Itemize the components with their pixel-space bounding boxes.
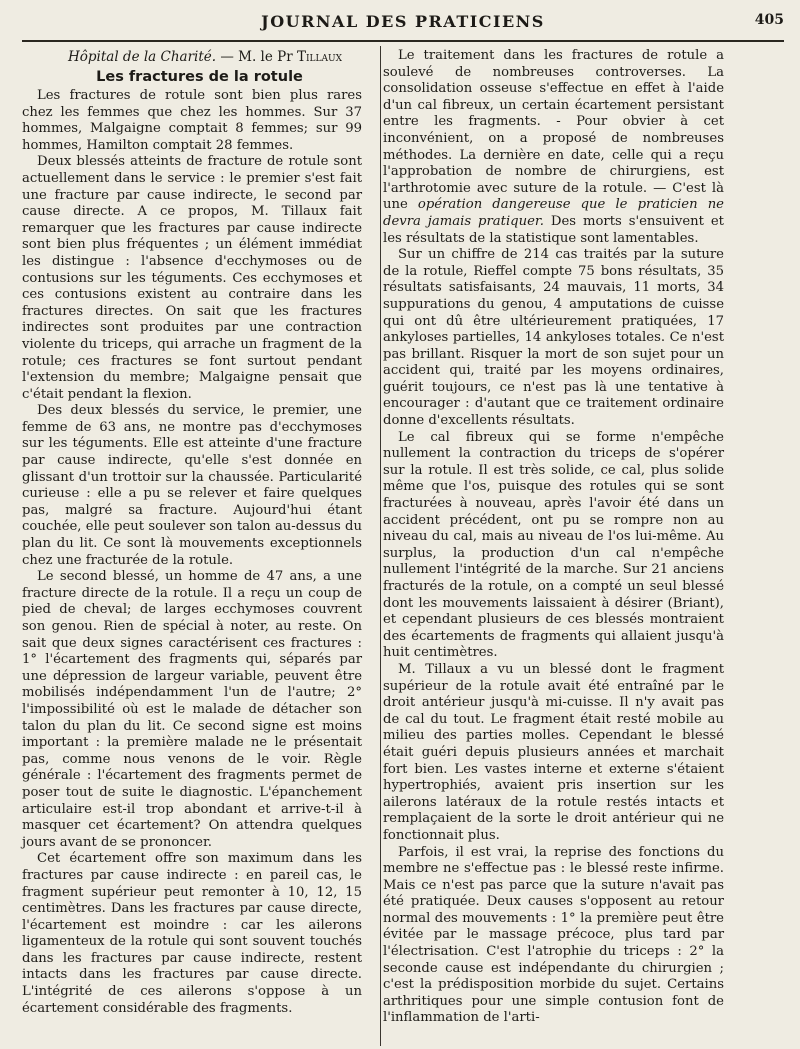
byline-separator: — M. le Pr xyxy=(216,49,297,65)
paragraph xyxy=(383,48,724,247)
byline-name: Tillaux xyxy=(296,49,342,65)
paragraph: Les fractures de rotule sont bien plus rares chez les femmes que chez les hommes. Sur 37 hommes, Malgaigne comptait 8 femmes; sur 99 hommes, Hamilton comptait 28 femmes. xyxy=(22,88,362,153)
right-column xyxy=(383,48,724,1027)
column-divider xyxy=(380,46,381,1046)
page-number: 405 xyxy=(754,12,784,28)
paragraph-text: Des morts s'ensuivent et les résultats de la statistique sont lamentables. xyxy=(383,213,724,246)
article-byline xyxy=(22,48,362,66)
paragraph: Deux blessés atteints de fracture de rotule sont actuellement dans le service : le premier s'est fait une fracture par cause indirecte, le second par cause directe. A ce propos, M. Tillaux fait remarquer que les fractures par cause indirecte sont bien plus fréquentes ; un élément immédiat les distingue : l'absence d'ecchymoses ou de contusions sur les téguments. Ces ecchymoses et ces contusions existent au contraire dans les fractures directes. On sait que les fractures indirectes sont produites par une contraction violente du triceps, qui arrache un fragment de la rotule; ces fractures se font surtout pendant l'extension du membre; Malgaigne pensait que c'était pendant la flexion. xyxy=(22,154,362,402)
article-title: Les fractures de la rotule xyxy=(96,69,303,85)
byline-place: Hôpital de la Charité. xyxy=(67,49,217,65)
emphasis-text: opération dangereuse que le praticien ne devra jamais pratiquer. xyxy=(383,197,724,229)
paragraph: Le cal fibreux qui se forme n'empêche nullement la contraction du triceps de s'opérer sur la rotule. Il est très solide, ce cal, plus solide même que l'os, puisque des rotules qui se sont fracturées à nouveau, après l'avoir été dans un accident précédent, ont pu se rompre non au niveau du cal, mais au niveau de l'os lui-même. Au surplus, la production d'un cal n'empêche nullement l'intégrité de la marche. Sur 21 anciens fracturés de la rotule, on a compté un seul blessé dont les mouvements laissaient à désirer (Briant), et cependant plusieurs de ces blessés montraient des écartements de fragments qui allaient jusqu'à huit centimètres. xyxy=(383,429,724,661)
paragraph-text: Le traitement dans les fractures de rotule a soulevé de nombreuses controverses. La consolidation osseuse s'effectue en effet à l'aide d'un cal fibreux, un certain écartement persistant entre les fragments. - Pour obvier à cet inconvénient, on a proposé de nombreuses méthodes. La dernière en date, celle qui a reçu l'approbation de nombre de chirurgiens, est l'arthrotomie avec suture de la rotule. — C'est là une xyxy=(383,48,724,213)
journal-title: JOURNAL DES PRATICIENS xyxy=(261,12,545,31)
paragraph: Des deux blessés du service, le premier, une femme de 63 ans, ne montre pas d'ecchymoses sur les téguments. Elle est atteinte d'une fracture par cause indirecte, qu'elle s'est donnée en glissant d'un trottoir sur la chaussée. Particularité curieuse : elle a pu se relever et faire quelques pas, malgré sa fracture. Aujourd'hui étant couchée, elle peut soulever son talon au-dessus du plan du lit. Ce sont là mouvements exceptionnels chez une fracturée de la rotule. xyxy=(22,403,362,568)
paragraph: Cet écartement offre son maximum dans les fractures par cause indirecte : en pareil cas, le fragment supérieur peut remonter à 10, 12, 15 centimètres. Dans les fractures par cause directe, l'écartement est moindre : car les ailerons ligamenteux de la rotule qui sont souvent touchés dans les fractures par cause indirecte, restent intacts dans les fractures par cause directe. L'intégrité de ces ailerons s'oppose à un écartement considérable des fragments. xyxy=(22,851,362,1016)
paragraph: M. Tillaux a vu un blessé dont le fragment supérieur de la rotule avait été entraîné par le droit antérieur jusqu'à mi-cuisse. Il n'y avait pas de cal du tout. Le fragment était resté mobile au milieu des parties molles. Cependant le blessé était guéri depuis plusieurs années et marchait fort bien. Les vastes interne et externe s'étaient hypertrophiés, avaient pris insertion sur les ailerons latéraux de la rotule restés intacts et remplaçaient de la sorte le droit antérieur qui ne fonctionnait plus. xyxy=(383,661,724,843)
paragraph: Sur un chiffre de 214 cas traités par la suture de la rotule, Rieffel compte 75 bons résultats, 35 résultats satisfaisants, 24 mauvais, 11 morts, 34 suppurations du genou, 4 amputations de cuisse qui ont dû être ultérieurement pratiquées, 17 ankyloses partielles, 14 ankyloses totales. Ce n'est pas brillant. Risquer la mort de son sujet pour un accident qui, traité par les moyens ordinaires, guérit toujours, ce n'est pas là une tentative à encourager : d'autant que ce traitement ordinaire donne d'excellents résultats. xyxy=(383,247,724,429)
paragraph: Le second blessé, un homme de 47 ans, a une fracture directe de la rotule. Il a reçu un coup de pied de cheval; de larges ecchymoses couvrent son genou. Rien de spécial à noter, au reste. On sait que deux signes caractérisent ces fractures : 1° l'écartement des fragments qui, séparés par une dépression de largeur variable, peuvent être mobilisés indépendamment l'un de l'autre; 2° l'impossibilité où est le malade de détacher son talon du plan du lit. Ce second signe est moins important : la première malade ne le présentait pas, comme nous venons de le voir. Règle générale : l'écartement des fragments permet de poser tout de suite le diagnostic. L'épanchement articulaire est-il trop abondant et arrive-t-il à masquer cet écartement? On attendra quelques jours avant de se prononcer. xyxy=(22,569,362,850)
paragraph: Parfois, il est vrai, la reprise des fonctions du membre ne s'effectue pas : le blessé reste infirme. Mais ce n'est pas parce que la suture n'avait pas été pratiquée. Deux causes s'opposent au retour normal des mouvements : 1° la première peut être évitée par le massage précoce, plus tard par l'électrisation. C'est l'atrophie du triceps : 2° la seconde cause est indépendante du chirurgien ; c'est la prédisposition morbide du sujet. Certains arthritiques pour une simple contusion font de l'inflammation de l'arti- xyxy=(383,844,724,1026)
header-rule xyxy=(22,40,784,42)
running-header xyxy=(22,10,784,36)
left-column xyxy=(22,48,362,1017)
